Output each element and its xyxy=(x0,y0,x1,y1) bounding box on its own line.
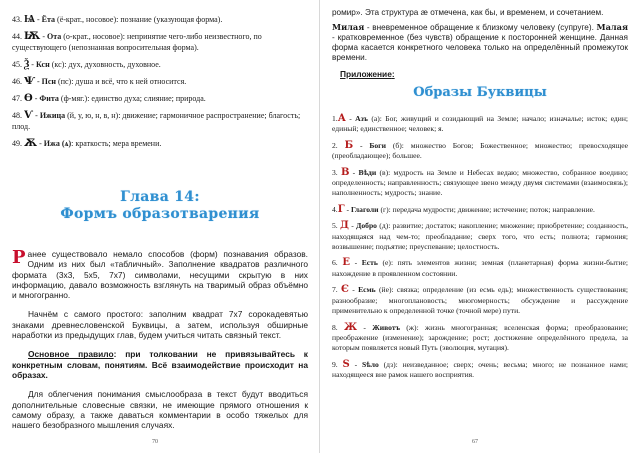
page-number: 67 xyxy=(472,439,478,445)
entry-number: 46. xyxy=(12,77,22,86)
letter-name: Азъ xyxy=(355,114,368,123)
letter-glyph: Ѕ xyxy=(342,358,350,370)
letter-entry: 46. Ѱ - Псн (пс): душа и всё, что к ней относится. xyxy=(12,76,187,87)
page-number: 70 xyxy=(152,439,158,445)
letter-number: 4. xyxy=(332,204,338,214)
letter-number: 7. xyxy=(332,285,338,295)
body-paragraph: Начнём с самого простого: заполним квадрат 7х7 сорокадевятью знаками древнесловенской Буквицы, а затем, используя обширные наработки из предыдущих глав, будем учиться читать связный текст. xyxy=(12,309,308,341)
drop-cap: Р xyxy=(12,247,26,268)
letter-name: Есть xyxy=(361,258,378,268)
rule-paragraph xyxy=(12,349,308,380)
letter-name: Ота xyxy=(46,32,62,41)
right-page xyxy=(320,0,640,453)
letter-entry: 48. Ѵ - Ижица (й, у, ю, н, в, н): движение; гармоничное распространение; благость; плод. xyxy=(12,110,301,131)
letter-name: Боги xyxy=(369,140,386,150)
letter-meaning: (б): множество Богов; Божественное; множество; превосходящее (преобладающее); большее. xyxy=(332,140,629,161)
chapter-name: Формъ образотварения xyxy=(60,206,260,222)
rule-text: : при толковании не привязывайтесь к конкретным словам, понятиям. Всё взаимодействие происходит на образах. xyxy=(12,349,308,380)
letter-entry: 47. Ѳ - Фита (ф-мяг.): единство духа; слияние; природа. xyxy=(12,93,206,104)
body-paragraph: Для облегчения понимания смыслообраза в текст будут вводиться дополнительные словесные связки, не имеющие прямого отношения к самому образу, а также даваться комментарии в особо тяжелых для нашего безобразного мышления случаях. xyxy=(12,389,308,431)
letter-name: Ижица xyxy=(39,111,66,120)
letter-glyph: Д xyxy=(340,220,349,232)
entry-number: 48. xyxy=(12,111,22,120)
intro-paragraph xyxy=(12,249,308,300)
letter-meaning: (д): развитие; достаток; накопление; множение; приобретение; созданность, находящаяся над чем-то; преобладание; сверх того, что есть; полнота; гармония; возвышение; подъятие; преуспевание; целостность. xyxy=(332,221,629,252)
letter-name: Ксн xyxy=(35,60,50,69)
entry-number: 49. xyxy=(12,139,22,148)
letter-meaning: (йе): связка; определение (из есмь едь); множественность существования; разнообразие; многоплановость; многомерность; обсуждение и рассуждение применительно к определенной точке (точной мере) пути. xyxy=(332,285,628,316)
letter-item: 8. Ж - Животъ (ж): жизнь многогранная; вселенская форма; преобразование; преображение (изменение); зарождение; рост; достижение определённого предела, за которым появляется новый Путь (эволюция, мутация). xyxy=(332,321,628,353)
entry-number: 44. xyxy=(12,32,22,41)
term-milaya: Милая xyxy=(332,22,365,32)
letter-glyph: Є xyxy=(341,284,349,296)
rule-label: Основное правило xyxy=(28,349,114,360)
letter-number: 5. xyxy=(332,221,338,231)
definition-text: - кратковременное (без чувств) обращение к посторонней женщине. Данная форма касается конкретного человека только на определённый промежуток времени. xyxy=(332,33,628,62)
letter-glyph: Ѯ xyxy=(24,59,30,70)
letter-name: Псн xyxy=(41,77,57,86)
letter-entry: 45. Ѯ - Ксн (кс): дух, духовность, духовное. xyxy=(12,59,161,70)
letter-number: 8. xyxy=(332,322,338,332)
letter-name: Есмь xyxy=(358,285,376,295)
letter-glyph: В xyxy=(340,166,350,178)
letter-glyph: А xyxy=(337,113,346,124)
letter-name: Ѕѣло xyxy=(361,359,379,369)
letter-glyph: Ж xyxy=(343,321,358,333)
letter-name: Фита xyxy=(39,94,59,103)
letter-meaning: (ё-крат., носовое): познание (указующая форма). xyxy=(57,15,223,24)
letter-number: 9. xyxy=(332,359,338,369)
letter-glyph: Ѫ xyxy=(24,138,38,149)
letter-glyph: Ѭ xyxy=(24,31,41,42)
letter-name: Вѣди xyxy=(358,167,377,177)
term-malaya: Малая xyxy=(596,22,628,32)
letter-meaning: (о-крат., носовое): непринятие чего-либо неизвестного, по существующего (непознанная вопросительная форма). xyxy=(12,32,262,52)
letter-number: 3. xyxy=(332,167,338,177)
letter-meaning: (ф-мяг.): единство духа; слияние; природа. xyxy=(60,94,206,103)
letter-meaning: (в): мудрость на Земле и Небесах ведаю; множество, собранное воедино; определенность; направленность; связующее звено между двумя системами (взаимосвязь); наполненность; мудрость; знание. xyxy=(332,167,628,198)
letter-glyph: Ѩ xyxy=(24,14,35,25)
letter-glyph: Б xyxy=(344,139,354,151)
appendix-label-text: Приложение xyxy=(340,69,392,79)
letter-item: 3. В - Вѣди (в): мудрость на Земле и Небесах ведаю; множество, собранное воедино; определенность; направленность; связующее звено между двумя системами (взаимосвязь); наполненность; мудрость; знание. xyxy=(332,166,628,198)
letter-meaning: (г): передача мудрости; движение; истечение; поток; направление. xyxy=(380,204,595,214)
entry-number: 45. xyxy=(12,60,22,69)
letter-meaning: : краткость; мера времени. xyxy=(71,139,162,148)
chapter-title xyxy=(12,189,308,223)
chapter-number: Глава 14: xyxy=(120,189,200,205)
letter-meaning: (кс): дух, духовность, духовное. xyxy=(51,60,161,69)
intro-text: анее существовало немало способов (форм) познавания образов. Одним из них был «табличный». Заполнение квадратов различного формата (3х3, 5х5, 7х7) символами, несущими скрытую в них информацию, давало возможность взглянуть на тваримый образ объёмно и многогранно. xyxy=(12,249,308,301)
letter-item: 6. Е - Есть (е): пять элементов жизни; земная (планетарная) форма жизни-бытие; нахождение в проявленном состоянии. xyxy=(332,257,629,278)
letter-name: Глаголи xyxy=(350,204,379,214)
appendix-label: Приложение: xyxy=(340,69,395,79)
definition-text: - вневременное обращение к близкому человеку (супруге). xyxy=(364,23,597,32)
letter-number: 6. xyxy=(332,258,338,268)
letter-meaning: (а): Бог, живущий и созидающий на Земле; начало; изначалье; исток; един; единый; единственное; человек; я. xyxy=(332,114,628,134)
letter-name: Ёта xyxy=(41,15,56,24)
letter-entry: 43. Ѩ - Ёта (ё-крат., носовое): познание (указующая форма). xyxy=(12,14,223,25)
letter-meaning: (пс): душа и всё, что к ней относится. xyxy=(58,77,187,86)
letter-item: 4.Г - Глаголи (г): передача мудрости; движение; истечение; поток; направление. xyxy=(332,203,595,215)
letter-item: 7. Є - Есмь (йе): связка; определение (из есмь едь); множественность существования; разнообразие; многоплановость; многомерность; обсуждение и рассуждение применительно к определенной точке (точной мере) пути. xyxy=(332,284,628,316)
letter-name: Добро xyxy=(356,221,377,231)
letter-entry: 49. Ѫ - Ижа (ѧ): краткость; мера времени. xyxy=(12,138,162,149)
letter-glyph: Ѵ xyxy=(24,110,34,121)
letter-name: Ижа (ѧ) xyxy=(43,139,72,148)
letter-item: 2. Б - Боги (б): множество Богов; Божественное; множество; превосходящее (преобладающее); большее. xyxy=(332,139,629,161)
letter-glyph: Г xyxy=(337,203,345,215)
letter-meaning: (й, у, ю, н, в, н): движение; гармоничное распространение; благость; плод. xyxy=(12,111,301,131)
letter-meaning: (ж): жизнь многогранная; вселенская форма; преобразование; преображение (изменение); зарождение; рост; достижение определённого предела, за которым появляется новый Путь (эволюция, мутация). xyxy=(332,322,628,353)
letter-meaning: (е): пять элементов жизни; земная (планетарная) форма жизни-бытие; нахождение в проявленном состоянии. xyxy=(332,258,629,278)
letter-meaning: (дз): неизведанное; сверх; очень; весьма; много; не познанное нами; находящееся вне рамок нашего восприятия. xyxy=(332,359,628,380)
letter-item: 5. Д - Добро (д): развитие; достаток; накопление; множение; приобретение; созданность, находящаяся над чем-то; преобладание; сверх того, что есть; полнота; гармония; возвышение; подъятие; преуспевание; целостность. xyxy=(332,220,629,252)
entry-number: 43. xyxy=(12,15,22,24)
entry-number: 47. xyxy=(12,94,22,103)
definition-paragraph xyxy=(332,22,628,63)
letter-glyph: Ѱ xyxy=(24,76,35,87)
appendix-title: Образы Буквицы xyxy=(413,85,547,100)
letter-number: 2. xyxy=(332,140,338,150)
letter-name: Животъ xyxy=(372,322,400,332)
letter-entry-list xyxy=(12,14,308,149)
letter-glyph: Ѳ xyxy=(24,93,33,104)
letter-entry: 44. Ѭ - Ота (о-крат., носовое): непринятие чего-либо неизвестного, по существующего (непознанная вопросительная форма). xyxy=(12,31,262,52)
letter-number: 1. xyxy=(332,114,338,123)
letter-item: 1.А - Азъ (а): Бог, живущий и созидающий на Земле; начало; изначалье; исток; един; единый; единственное; человек; я. xyxy=(332,113,628,134)
letter-glyph: Е xyxy=(342,257,350,269)
continued-paragraph: ромир». Эта структура æ отмечена, как бы, и временем, и сочетанием. xyxy=(332,8,604,17)
letter-item: 9. Ѕ - Ѕѣло (дз): неизведанное; сверх; очень; весьма; много; не познанное нами; находящееся вне рамок нашего восприятия. xyxy=(332,358,628,380)
